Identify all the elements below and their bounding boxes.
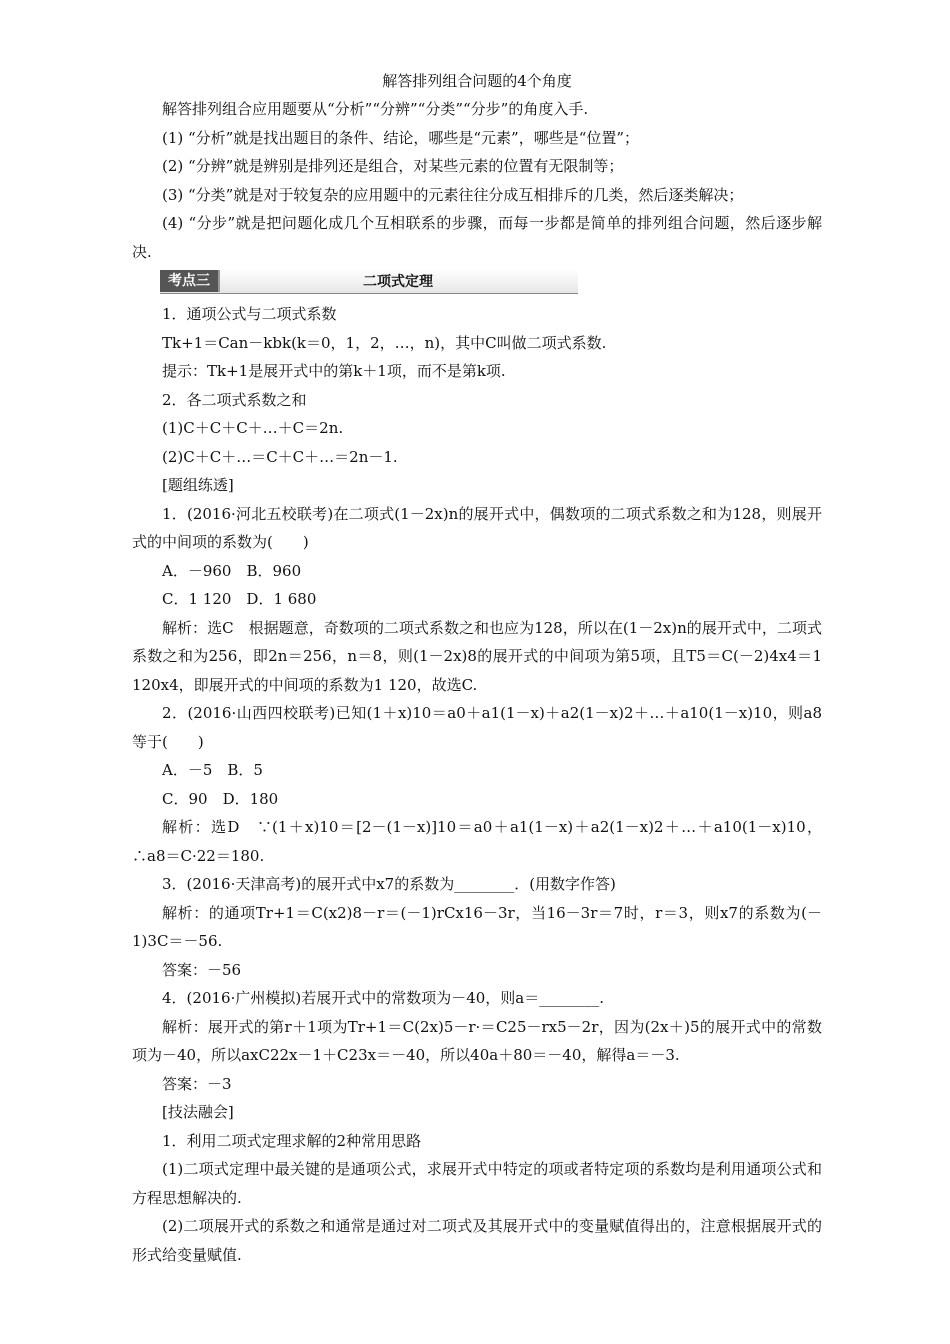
q2-solution: 解析：选D ∵(1＋x)10＝[2－(1－x)]10＝a0＋a1(1－x)＋a2(1－x)2＋…＋a10(1－x)10，∴a8＝C·22＝180. — [132, 818, 822, 865]
point-4: (4) “分步”就是把问题化成几个互相联系的步骤，而每一步都是简单的排列组合问题，然后逐步解决. — [132, 214, 822, 261]
doc-title: 解答排列组合问题的4个角度 — [382, 72, 572, 90]
q1-options-cd: C．1 120 D．1 680 — [162, 590, 317, 608]
formula-sum-2: (2)C＋C＋…＝C＋C＋…＝2n－1. — [162, 447, 398, 466]
q1-options-ab: A．－960 B．960 — [162, 561, 302, 580]
q3-answer: 答案：－56 — [162, 960, 242, 979]
formula-sum-1: (1)C＋C＋C＋…＋C＝2n. — [162, 419, 344, 437]
question-2: 2．(2016·山西四校联考)已知(1＋x)10＝a0＋a1(1－x)＋a2(1－x)2＋…＋a10(1－x)10，则a8等于( ) — [132, 704, 822, 751]
section-title: 二项式定理 — [363, 274, 433, 290]
q4-answer: 答案：－3 — [162, 1074, 232, 1093]
point-3: (3) “分类”就是对于较复杂的应用题中的元素往往分成互相排斥的几类，然后逐类解决； — [162, 185, 744, 204]
section-header — [160, 269, 578, 294]
subheading-practice: [题组练透] — [162, 476, 234, 494]
q1-solution: 解析：选C 根据题意，奇数项的二项式系数之和也应为128，所以在(1－2x)n的展开式中，二项式系数之和为256，即2n＝256，n＝8，则(1－2x)8的展开式的中间项为第5项，且T5＝C(－2)4x4＝1 120x4，即展开式的中间项的系数为1 120，故选C. — [132, 618, 822, 694]
subheading-techniques: [技法融会] — [162, 1103, 234, 1121]
heading-coefficient-sum: 2．各二项式系数之和 — [162, 390, 307, 409]
question-1: 1．(2016·河北五校联考)在二项式(1－2x)n的展开式中，偶数项的二项式系数之和为128，则展开式的中间项的系数为( ) — [132, 504, 822, 551]
document-page — [132, 70, 822, 1269]
technique-2: (2)二项展开式的系数之和通常是通过对二项式及其展开式中的变量赋值得出的，注意根据展开式的形式给变量赋值. — [132, 1217, 822, 1264]
section-badge: 考点三 — [160, 270, 218, 292]
q2-options-cd: C．90 D．180 — [162, 789, 279, 808]
q2-options-ab: A．－5 B．5 — [162, 761, 263, 779]
intro-paragraph: 解答排列组合应用题要从“分析”“分辨”“分类”“分步”的角度入手. — [162, 100, 589, 118]
point-1: (1) “分析”就是找出题目的条件、结论，哪些是“元素”，哪些是“位置”； — [162, 128, 640, 147]
heading-general-term: 1．通项公式与二项式系数 — [162, 305, 337, 323]
q3-solution: 解析：的通项Tr+1＝C(x2)8－r＝(－1)rCx16－3r，当16－3r＝7时，r＝3，则x7的系数为(－1)3C＝－56. — [132, 903, 822, 950]
formula-general-term: Tk+1＝Can－kbk(k＝0，1，2，…，n)，其中C叫做二项式系数. — [162, 333, 607, 352]
technique-heading: 1．利用二项式定理求解的2种常用思路 — [162, 1131, 422, 1150]
technique-1: (1)二项式定理中最关键的是通项公式，求展开式中特定的项或者特定项的系数均是利用通项公式和方程思想解决的. — [132, 1160, 822, 1207]
hint: 提示：Tk+1是展开式中的第k＋1项，而不是第k项. — [162, 362, 506, 380]
question-4: 4．(2016·广州模拟)若展开式中的常数项为－40，则a＝________. — [162, 989, 604, 1007]
point-2: (2) “分辨”就是辨别是排列还是组合，对某些元素的位置有无限制等； — [162, 157, 624, 175]
question-3: 3．(2016·天津高考)的展开式中x7的系数为________．(用数字作答) — [162, 875, 616, 893]
q4-solution: 解析：展开式的第r＋1项为Tr+1＝C(2x)5－r·＝C25－rx5－2r，因为(2x＋)5的展开式中的常数项为－40，所以axC22x－1＋C23x＝－40，所以40a＋80＝－40，解得a＝－3. — [132, 1017, 822, 1064]
